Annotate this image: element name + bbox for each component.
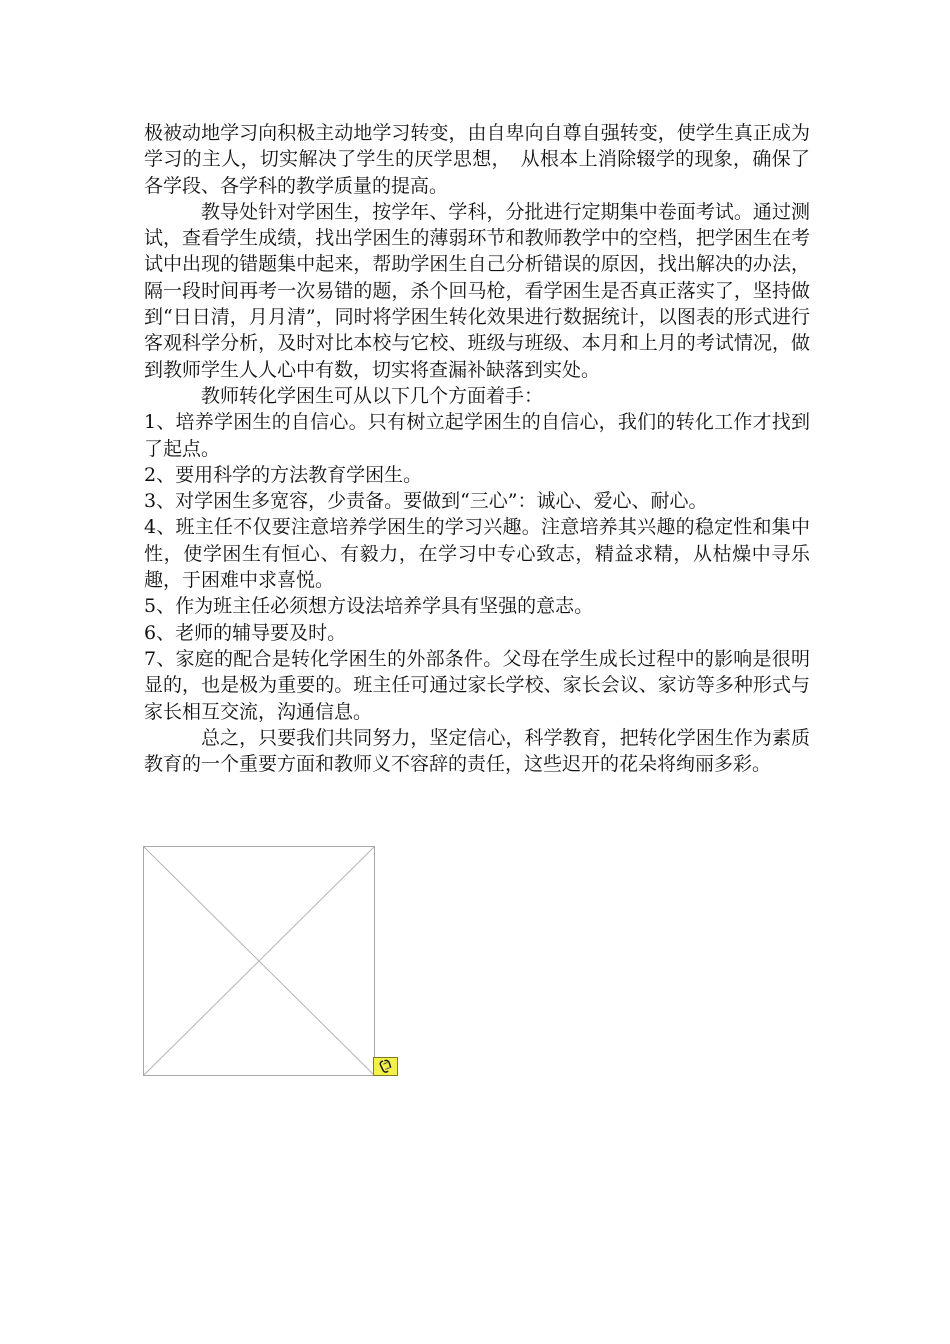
list-item-4: 4、班主任不仅要注意培养学困生的学习兴趣。注意培养其兴趣的稳定性和集中性，使学困生有恒心、有毅力，在学习中专心致志，精益求精，从枯燥中寻乐趣，于困难中求喜悦。 [144,516,810,592]
list-item-3: 3、对学困生多宽容，少责备。要做到“三心”：诚心、爱心、耐心。 [144,490,708,513]
list-item-6: 6、老师的辅导要及时。 [144,621,347,644]
placeholder-cross [144,847,374,1075]
paragraph-1: 极被动地学习向积极主动地学习转变，由自卑向自尊自强转变，使学生真正成为学习的主人，切实解决了学生的厌学思想， 从根本上消除辍学的现象，确保了各学段、各学科的教学质量的提高。 [144,122,810,197]
list-item-7: 7、家庭的配合是转化学困生的外部条件。父母在学生成长过程中的影响是很明显的，也是极为重要的。班主任可通过家长学校、家长会议、家访等多种形式与家长相互交流，沟通信息。 [144,647,810,723]
list-item-2: 2、要用科学的方法教育学困生。 [144,463,423,486]
paragraph-2: 教导处针对学困生，按学年、学科，分批进行定期集中卷面考试。通过测试，查看学生成绩，找出学困生的薄弱环节和教师教学中的空档，把学困生在考试中出现的错题集中起来，帮助学困生自己分析错误的原因，找出解决的办法，隔一段时间再考一次易错的题，杀个回马枪，看学困生是否真正落实了，坚持做到“日日清，月月清”，同时将学困生转化效果进行数据统计，以图表的形式进行客观科学分析，及时对比本校与它校、班级与班级、本月和上月的考试情况，做到教师学生人人心中有数，切实将查漏补缺落到实处。 [144,200,810,381]
list-item-1: 1、培养学困生的自信心。只有树立起学困生的自信心，我们的转化工作才找到了起点。 [144,411,810,460]
list-item-5: 5、作为班主任必须想方设法培养学具有坚强的意志。 [144,595,594,618]
broken-image-icon [373,1057,398,1076]
document-body [144,120,810,777]
broken-image-glyph [374,1058,397,1075]
paragraph-conclusion: 总之，只要我们共同努力，坚定信心，科学教育，把转化学困生作为素质教育的一个重要方面和教师义不容辞的责任，这些迟开的花朵将绚丽多彩。 [144,726,810,776]
paragraph-3: 教师转化学困生可从以下几个方面着手： [201,384,544,407]
image-placeholder [143,846,375,1076]
